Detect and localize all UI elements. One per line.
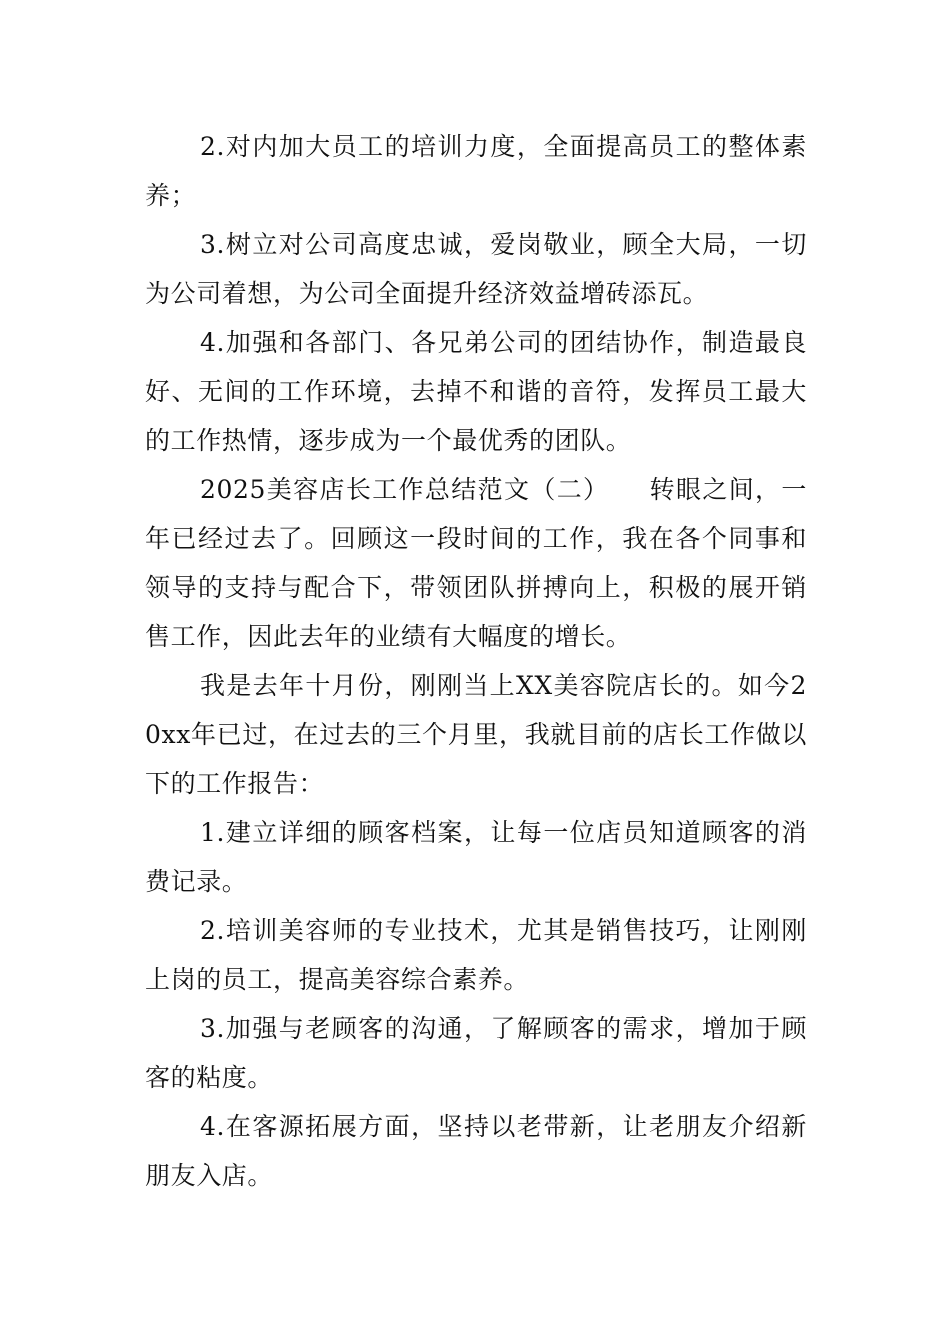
paragraph-customer-communication: 3.加强与老顾客的沟通，了解顾客的需求，增加于顾客的粘度。 [145, 1014, 807, 1092]
paragraph-teamwork: 4.加强和各部门、各兄弟公司的团结协作，制造最良好、无间的工作环境，去掉不和谐的音符，发挥员工最大的工作热情，逐步成为一个最优秀的团队。 [145, 328, 807, 455]
document-body [145, 122, 807, 1200]
paragraph-customer-records: 1.建立详细的顾客档案，让每一位店员知道顾客的消费记录。 [145, 818, 807, 896]
paragraph-training: 2.对内加大员工的培训力度，全面提高员工的整体素养； [145, 132, 807, 210]
paragraph-summary-intro: 2025美容店长工作总结范文（二） 转眼之间，一年已经过去了。回顾这一段时间的工作，我在各个同事和领导的支持与配合下，带领团队拼搏向上，积极的展开销售工作，因此去年的业绩有大幅度的增长。 [145, 475, 807, 651]
paragraph-report-intro: 我是去年十月份，刚刚当上XX美容院店长的。如今20xx年已过，在过去的三个月里，我就目前的店长工作做以下的工作报告： [145, 671, 807, 798]
paragraph-loyalty: 3.树立对公司高度忠诚，爱岗敬业，顾全大局，一切为公司着想，为公司全面提升经济效益增砖添瓦。 [145, 230, 807, 308]
paragraph-staff-training: 2.培训美容师的专业技术，尤其是销售技巧，让刚刚上岗的员工，提高美容综合素养。 [145, 916, 807, 994]
paragraph-customer-expansion: 4.在客源拓展方面，坚持以老带新，让老朋友介绍新朋友入店。 [145, 1112, 807, 1190]
